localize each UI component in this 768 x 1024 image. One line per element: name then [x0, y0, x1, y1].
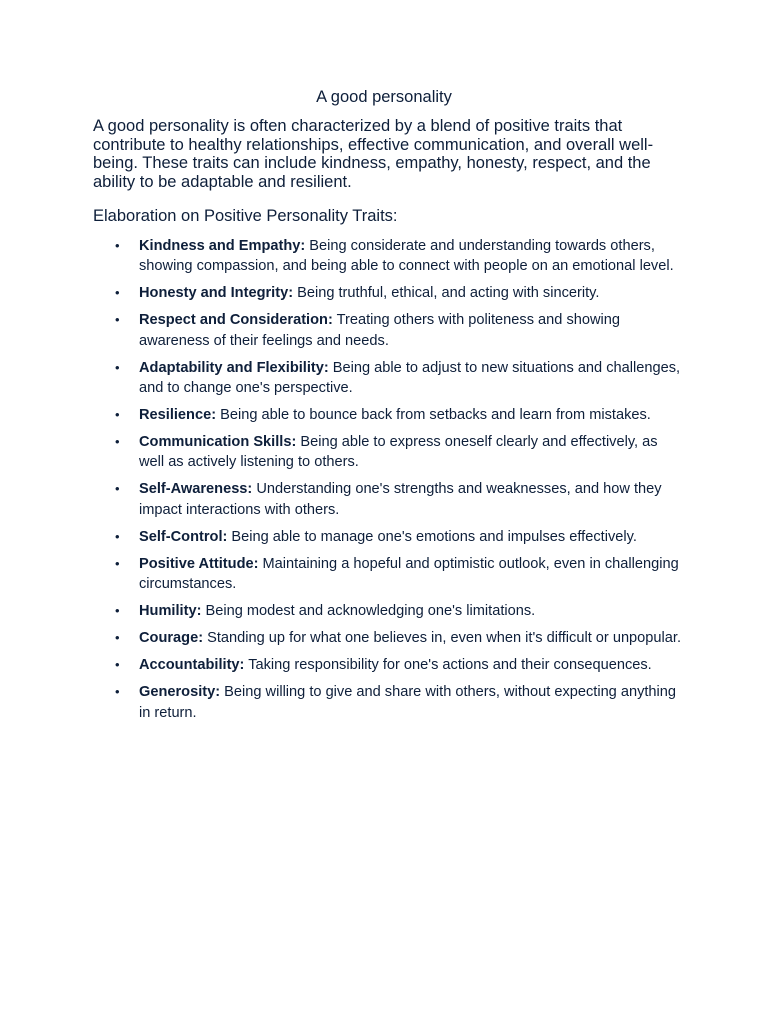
bullet-icon: • [115, 481, 120, 497]
trait-name: Self-Awareness: [139, 481, 253, 498]
bullet-icon: • [115, 434, 120, 450]
trait-name: Positive Attitude: [139, 555, 259, 572]
list-item [115, 655, 684, 675]
list-item [115, 479, 684, 519]
bullet-icon: • [115, 285, 120, 301]
list-item [115, 405, 684, 425]
trait-name: Accountability: [139, 657, 245, 674]
trait-name: Adaptability and Flexibility: [139, 359, 329, 376]
trait-description: Being truthful, ethical, and acting with sincerity. [293, 285, 600, 302]
section-heading: Elaboration on Positive Personality Traits: [93, 207, 398, 225]
trait-description: Being able to adjust to new situations and challenges, and to change one's perspective. [139, 359, 681, 396]
trait-name: Honesty and Integrity: [139, 285, 294, 302]
trait-description: Being able to express oneself clearly and effectively, as well as actively listening to others. [139, 434, 658, 471]
page-title: A good personality [316, 88, 452, 106]
list-item [115, 310, 684, 350]
list-item [115, 283, 684, 303]
trait-name: Generosity: [139, 684, 221, 701]
bullet-icon: • [115, 359, 120, 375]
trait-description: Understanding one's strengths and weaknesses, and how they impact interactions with others. [139, 481, 662, 518]
bullet-icon: • [115, 406, 120, 422]
list-item [115, 358, 684, 398]
bullet-icon: • [115, 603, 120, 619]
bullet-icon: • [115, 630, 120, 646]
trait-name: Humility: [139, 603, 202, 620]
trait-description: Being able to manage one's emotions and impulses effectively. [227, 528, 637, 545]
bullet-icon: • [115, 684, 120, 700]
trait-description: Taking responsibility for one's actions and their consequences. [244, 657, 652, 674]
bullet-icon: • [115, 528, 120, 544]
bullet-icon: • [115, 555, 120, 571]
trait-name: Communication Skills: [139, 434, 297, 451]
list-item [115, 432, 684, 472]
trait-description: Treating others with politeness and showing awareness of their feelings and needs. [139, 312, 620, 349]
trait-description: Being willing to give and share with others, without expecting anything in return. [139, 684, 677, 721]
trait-description: Standing up for what one believes in, even when it's difficult or unpopular. [203, 630, 681, 647]
trait-name: Kindness and Empathy: [139, 238, 306, 254]
traits-list [115, 236, 684, 730]
intro-paragraph: A good personality is often characterized by a blend of positive traits that contribute to healthy relationships, effective communication, and overall well-being. These traits can include kindness, empathy, honesty, respect, and the ability to be adaptable and resilient. [93, 117, 654, 192]
trait-name: Respect and Consideration: [139, 312, 333, 329]
trait-name: Self-Control: [139, 528, 228, 545]
list-item [115, 601, 684, 621]
trait-description: Being considerate and understanding towards others, showing compassion, and being able to connect with people on an emotional level. [139, 238, 674, 275]
trait-name: Resilience: [139, 406, 217, 423]
bullet-icon: • [115, 312, 120, 328]
list-item [115, 682, 684, 722]
bullet-icon: • [115, 657, 120, 673]
list-item [115, 527, 684, 547]
trait-description: Maintaining a hopeful and optimistic outlook, even in challenging circumstances. [139, 555, 679, 592]
bullet-icon: • [115, 238, 120, 253]
list-item [115, 236, 684, 276]
trait-description: Being able to bounce back from setbacks and learn from mistakes. [216, 406, 651, 423]
trait-description: Being modest and acknowledging one's limitations. [201, 603, 536, 620]
trait-name: Courage: [139, 630, 204, 647]
list-item [115, 554, 684, 594]
list-item [115, 628, 684, 648]
